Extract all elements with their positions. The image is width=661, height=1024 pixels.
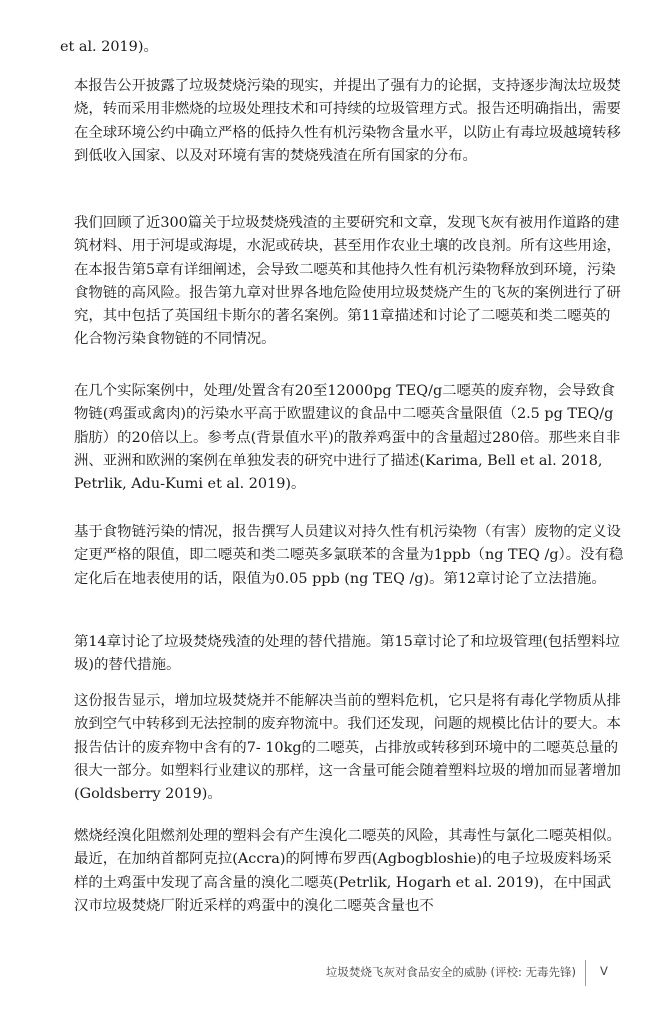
- paragraph-6: 这份报告显示，增加垃圾焚烧并不能解决当前的塑料危机，它只是将有毒化学物质从排放到空气中转移到无法控制的废弃物流中。我们还发现，问题的规模比估计的要大。本报告估计的废弃物中含有的7- 10kg的二噁英，占排放或转移到环境中的二噁英总量的很大一部分。如塑料行业建议的那样，这一含量可能会随着塑料垃圾的增加而显著增加(Goldsberry 2019)。: [74, 693, 621, 803]
- footer-title: 垃圾焚烧飞灰对食品安全的威胁 (评校: 无毒先锋): [325, 965, 576, 979]
- paragraph-2: 我们回顾了近300篇关于垃圾焚烧残渣的主要研究和文章，发现飞灰有被用作道路的建筑材料、用于河堤或海堤，水泥或砖块，甚至用作农业土壤的改良剂。所有这些用途，在本报告第5章有详细阐述，会导致二噁英和其他持久性有机污染物释放到环境，污染食物链的高风险。报告第九章对世界各地危险使用垃圾焚烧产生的飞灰的案例进行了研究，其中包括了英国纽卡斯尔的著名案例。第11章描述和讨论了二噁英和类二噁英的化合物污染食物链的不同情况。: [74, 215, 621, 348]
- page-footer: [0, 958, 661, 988]
- continuation-text: et al. 2019)。: [60, 39, 158, 55]
- footer-divider: [585, 960, 586, 986]
- paragraph-3: 在几个实际案例中，处理/处置含有20至12000pg TEQ/g二噁英的废弃物，会导致食物链(鸡蛋或禽肉)的污染水平高于欧盟建议的食品中二噁英含量限值（2.5 pg TEQ/g脂肪）的20倍以上。参考点(背景值水平)的散养鸡蛋中的含量超过280倍。那些来自非洲、亚洲和欧洲的案例在单独发表的研究中进行了描述(Karima, Bell et al. 2018, Petrlik, Adu-Kumi et al. 2019)。: [74, 383, 621, 493]
- paragraph-1: 本报告公开披露了垃圾焚烧污染的现实，并提出了强有力的论据，支持逐步淘汰垃圾焚烧，转而采用非燃烧的垃圾处理技术和可持续的垃圾管理方式。报告还明确指出，需要在全球环境公约中确立严格的低持久性有机污染物含量水平，以防止有毒垃圾越境转移到低收入国家、以及对环境有害的焚烧残渣在所有国家的分布。: [74, 78, 621, 164]
- page-number: V: [600, 964, 608, 978]
- paragraph-4: 基于食物链污染的情况，报告撰写人员建议对持久性有机污染物（有害）废物的定义设定更严格的限值，即二噁英和类二噁英多氯联苯的含量为1ppb（ng TEQ /g）。没有稳定化后在地表使用的话，限值为0.05 ppb (ng TEQ /g)。第12章讨论了立法措施。: [74, 524, 624, 587]
- paragraph-7: 燃烧经溴化阻燃剂处理的塑料会有产生溴化二噁英的风险，其毒性与氯化二噁英相似。最近，在加纳首都阿克拉(Accra)的阿博布罗西(Agbogbloshie)的电子垃圾废料场采样的土鸡蛋中发现了高含量的溴化二噁英(Petrlik, Hogarh et al. 2019)，在中国武汉市垃圾焚烧厂附近采样的鸡蛋中的溴化二噁英含量也不: [74, 828, 621, 914]
- paragraph-5: 第14章讨论了垃圾焚烧残渣的处理的替代措施。第15章讨论了和垃圾管理(包括塑料垃圾)的替代措施。: [74, 634, 620, 674]
